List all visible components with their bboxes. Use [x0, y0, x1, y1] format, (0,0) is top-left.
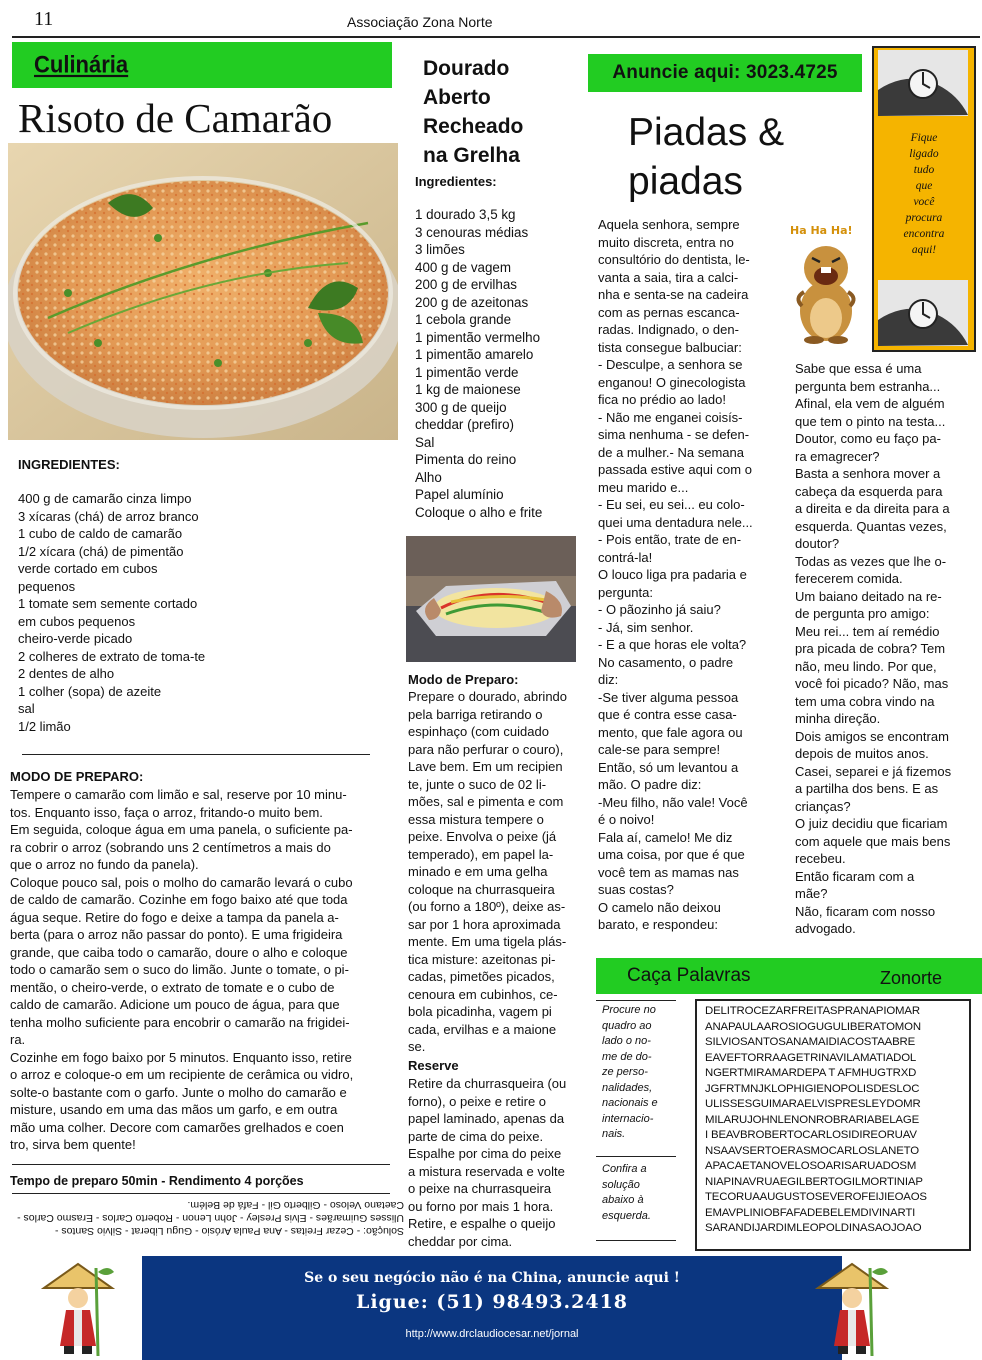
- jokes-column-1: Aquela senhora, sempre muito discreta, entra no consultório do dentista, le- vanta a saia, tira a calci- nha e senta-se na cadeira com as pernas escanca- radas. Indignado, o den- tista consegue balbuciar: - Desculpe, a senhora se enganou! O ginecologista fica no prédio ao lado! - Não me enganei coisís- sima nenhuma - se defen- de a mulher.- Na semana passada estive aqui com o meu marido e... - Eu sei, eu sei... eu colo- quei uma dentadura nele... - Pois então, trate de en- contrá-la! O louco liga pra padaria e pergunta: - O pãozinho já saiu? - Já, sim senhor. - E a que horas ele volta? No casamento, o padre diz: -Se tiver alguma pessoa que é contra esse casa- mento, que fale agora ou cale-se para sempre! Então, só um levantou a mão. O padre diz: -Meu filho, não vale! Você é o noivo! Fala aí, camelo! Me diz uma coisa, por que é que você tem as mamas nas suas costas? O camelo não deixou barato, e respondeu:: [598, 217, 753, 932]
- footer-url-link[interactable]: http://www.drclaudiocesar.net/jornal: [405, 1328, 579, 1340]
- hand-compass-image: [878, 50, 968, 116]
- time-yield: Tempo de preparo 50min - Rendimento 4 porções: [10, 1174, 304, 1188]
- ingredients-list: 400 g de camarão cinza limpo 3 xícaras (chá) de arroz branco 1 cubo de caldo de camarão 1/2 xícara (chá) de pimentão verde cortado em cubos pequenos 1 tomate sem semente cortado em cubos pequenos cheiro-verde picado 2 colheres de extrato de toma-te 2 dentes de alho 1 colher (sopa) de azeite sal 1/2 limão: [18, 491, 206, 734]
- risotto-photo: [8, 143, 398, 440]
- dourado-method-heading: Modo de Preparo:: [408, 672, 519, 687]
- reserve-heading: Reserve: [408, 1058, 459, 1073]
- divider: [12, 1164, 390, 1165]
- haha-caption: Ha Ha Ha!: [790, 224, 853, 237]
- word-search-solution: Solução: - Cezar Freitas - Ana Paula Arósio - Gugu Liberat - Silvio Santos - Ulisses Guimarães - Elvis Presley - John Lenon - Roberto Carlos - Erasmo Carlos - Caetano Veloso - Gilberto Gil - Fafá de Belém.: [17, 1199, 404, 1237]
- recipe-title: Risoto de Camarão: [18, 95, 333, 141]
- chinese-figure-illustration: [812, 1258, 892, 1358]
- chinese-figure-illustration: [38, 1258, 118, 1358]
- page-number: 11: [34, 8, 54, 30]
- divider: [596, 1000, 676, 1001]
- divider: [22, 754, 370, 755]
- jokes-title: Piadas & piadas: [628, 111, 785, 203]
- laughing-gopher-illustration: [786, 216, 864, 344]
- word-search-grid: DELITROCEZARFREITASPRANAPIOMAR ANAPAULAAROSIOGUGULIBERATOMON SILVIOSANTOSANAMAIDIACOSTAABRE EAVEFTORRAAGETRINAVILAMATIADOL NGERTMIRAMARDEPA T AFMHUGTRXD JGFRTMNJKLOPHIGIENOPOLISDESLOC ULISSESGUIMARAELVISPRESLEYDOMR MILARUJOHNLENONROBRARIABELAGE I BEAVBROBERTOCARLOSIDIREORUAV NSAAVSERTOERASMOCARLOSLANETO APACAETANOVELOSOARISARUADOSM NIAPINAVRUAEGILBERTOGILMORTINIAP TECORUAAUGUSTOSEVEROFEIJIEOAOS EMAVPLINIOBFAFADEBELEMDIVINARTI SARANDIJARDIMLEOPOLDINASAOJOAO: [705, 1005, 927, 1234]
- header-rule: [12, 36, 980, 38]
- jokes-column-2: Sabe que essa é uma pergunta bem estranha... Afinal, ela vem de alguém que tem o pinto na testa... Doutor, como eu faço pa- ra emagrecer? Basta a senhora mover a cabeça da esquerda para a direita e da direita para a esquerda. Quantas vezes, doutor? Todas as vezes que lhe o- ferecerem comida. Um baiano deitado na re- de pergunta pro amigo: Meu rei... tem aí remédio pra picada de cobra? Tem não, meu lindo. Por que, você foi picado? Não, mas tem uma cobra vindo na minha direção. Dois amigos se encontram depois de muitos anos. Casei, separei e já fizemos a partilha dos bens. E as crianças? O juiz decidiu que ficariam com aquele que mais bens recebeu. Então ficaram com a mãe? Não, ficaram com nosso advogado.: [795, 361, 952, 936]
- word-search-title: Caça Palavras: [627, 965, 751, 986]
- section-label: Culinária: [34, 50, 129, 79]
- word-search-instructions: Procure no quadro ao lado o no- me de do- ze perso- nalidades, nacionais e internacio- nais.: [602, 1004, 658, 1140]
- advertise-banner: Anuncie aqui: 3023.4725: [588, 54, 862, 92]
- recipe-title-dourado: Dourado Aberto Recheado na Grelha: [423, 57, 524, 167]
- divider: [12, 1193, 390, 1194]
- divider: [596, 1156, 676, 1157]
- method-text: Tempere o camarão com limão e sal, reserve por 10 minu- tos. Enquanto isso, faça o arroz, fritando-o muito bem. Em seguida, coloque água em uma panela, o suficiente pa- ra cobrir o arroz (sobrando uns 2 centímetros a mais do que o arroz no fundo da panela). Coloque pouco sal, pois o molho do camarão levará o cubo de caldo de camarão. Cozinhe em fogo baixo até que toda água seque. Retire do fogo e deixe a tampa da panela a- berta (para o arroz não passar do ponto). E uma frigideira grande, que caiba todo o camarão, doure o alho e coloque todo o camarão sem o suco do limão. Junte o tomate, o pi- mentão, o cheiro-verde, o extrato de tomate e o cubo de caldo de camarão. Adicione um pouco de água, para que tenha molho suficiente para encobrir o camarão na frigidei- ra. Cozinhe em fogo baixo por 5 minutos. Enquanto isso, retire o arroz e coloque-o em um recipiente de cerâmica ou vidro, solte-o bastante com o garfo. Junte o molho do camarão e misture, usando em uma das mãos um garfo, e em outra mão uma colher. Decore com camarões grelhados e coen tro, sirva bem quente!: [10, 787, 354, 1152]
- dourado-ingredients-heading: Ingredientes:: [415, 174, 497, 189]
- word-search-hint: Confira a solução abaixo à esquerda.: [602, 1163, 651, 1222]
- dourado-method-text: Prepare o dourado, abrindo pela barriga retirando o espinhaço (com cuidado para não perfurar o couro), Lave bem. Em um recipien te, junte o suco de 02 li- mões, sal e pimenta e com essa mistura tempere o peixe. Envolva o peixe (já temperado), em papel la- minado e em uma gelha coloque na churrasqueira (ou forno a 180º), deixe as- sar por 1 hora aproximada mente. Em uma tigela plás- tica misture: azeitonas pi- cadas, pimetões picados, cenoura em cubinhos, ce- bola picadinha, vagem pi cada, ervilhas e a maione se.: [408, 689, 568, 1054]
- reserve-text: Retire da churrasqueira (ou forno), o peixe e retire o papel laminado, apenas da parte de cima do peixe. Espalhe por cima do peixe a mistura reservada e volte o peixe na churrasqueira ou forno por mais 1 hora. Retire, e espalhe o queijo cheddar por cima.: [408, 1076, 567, 1249]
- ingredients-heading: INGREDIENTES:: [18, 457, 120, 472]
- word-search-brand: Zonorte: [880, 968, 943, 988]
- method-heading: MODO DE PREPARO:: [10, 769, 144, 784]
- dourado-ingredients-list: 1 dourado 3,5 kg 3 cenouras médias 3 limões 400 g de vagem 200 g de ervilhas 200 g de azeitonas 1 cebola grande 1 pimentão vermelho 1 pimentão amarelo 1 pimentão verde 1 kg de maionese 300 g de queijo cheddar (prefiro) Sal Pimenta do reino Alho Papel alumínio Coloque o alho e frite: [415, 207, 543, 520]
- grilled-fish-photo: [406, 536, 576, 662]
- divider: [596, 1240, 676, 1241]
- hand-compass-image: [878, 280, 968, 346]
- footer-tagline: Se o seu negócio não é na China, anuncie aqui !: [304, 1270, 680, 1286]
- footer-phone: Ligue: (51) 98493.2418: [355, 1291, 629, 1313]
- side-ad-text: Fique ligado tudo que você procura encontra aqui!: [903, 132, 945, 256]
- publication-name: Associação Zona Norte: [347, 14, 493, 30]
